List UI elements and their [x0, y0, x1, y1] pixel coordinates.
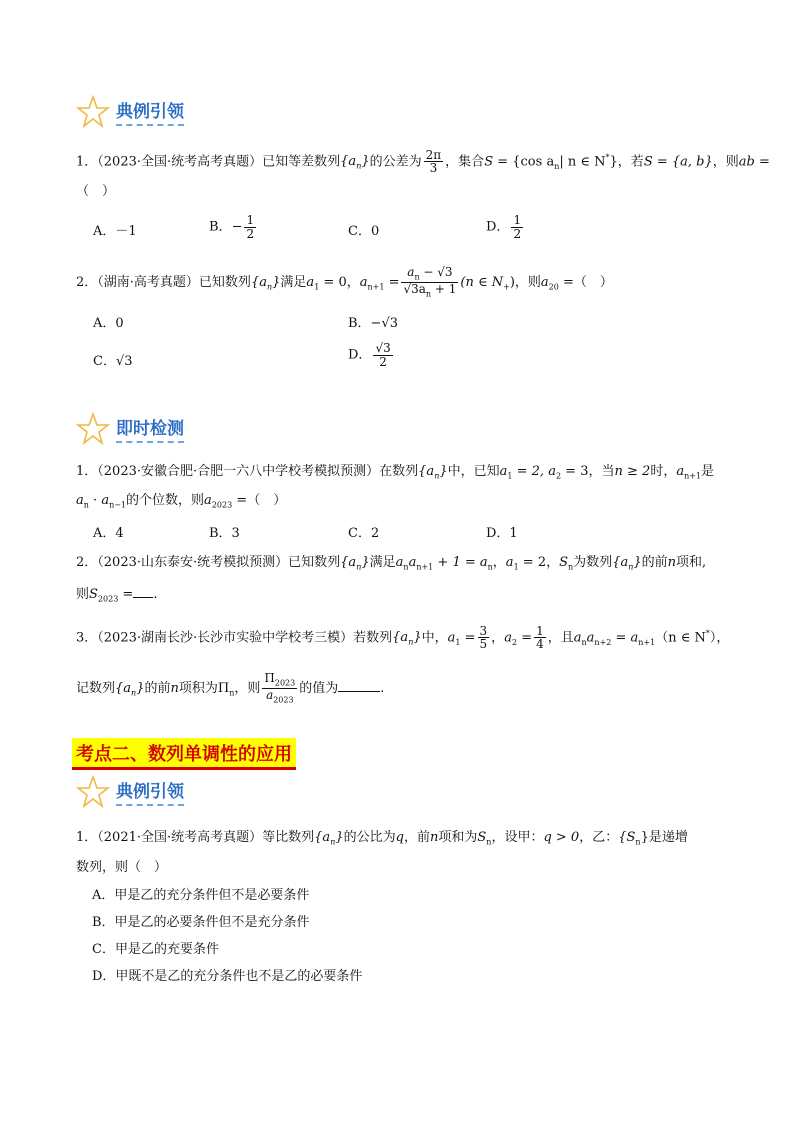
- section-title: 典例引领: [116, 777, 184, 806]
- answer-blank[interactable]: [133, 597, 153, 598]
- example-2-line-2: 数列，则（ ）: [76, 860, 168, 875]
- q1-option-b[interactable]: B．− $\frac{1}{2}$: [209, 213, 255, 241]
- p1-option-d[interactable]: D．1: [486, 526, 518, 541]
- e2-option-a[interactable]: A．甲是乙的充分条件但不是必要条件: [92, 888, 310, 903]
- practice-2-line-2: 则$S_{2023}$ = .: [76, 587, 158, 604]
- section-title: 典例引领: [116, 97, 184, 126]
- q1-option-c[interactable]: C．0: [348, 224, 380, 239]
- answer-blank[interactable]: [338, 691, 380, 692]
- practice-1-line-2: $a_n \cdot a_{n-1}$的个位数，则$a_{2023}$ =（ ）: [76, 493, 287, 510]
- e2-option-c[interactable]: C．甲是乙的充要条件: [92, 942, 219, 957]
- e2-option-d[interactable]: D．甲既不是乙的充分条件也不是乙的必要条件: [92, 969, 363, 984]
- question-1-line-1: 1．（2023·全国·统考高考真题）已知等差数列$\{a_n\}$的公差为 $\frac{2\pi}{3}$ ，集合S = {cos $a_n|$ n ∈ N*}，若S = {a, b}，则ab =: [76, 147, 770, 176]
- star-icon: [76, 775, 110, 809]
- star-icon: [76, 412, 110, 446]
- practice-3-line-2: 记数列$\{a_n\}$的前n项积为$\Pi_n$，则 $\frac{\Pi_{2023}}{a_{2023}}$ 的值为 .: [76, 671, 385, 705]
- fraction: $\frac{2\pi}{3}$: [425, 147, 442, 176]
- q1-option-d[interactable]: D． $\frac{1}{2}$: [486, 213, 522, 241]
- question-1-line-2: （ ）: [76, 184, 116, 199]
- p1-option-a[interactable]: A．4: [93, 526, 124, 541]
- e2-option-b[interactable]: B．甲是乙的必要条件但不是充分条件: [92, 915, 310, 930]
- question-2-line-1: 2．（湖南·高考真题）已知数列$\{a_n\}$满足$a_1 = 0$，$a_{n+1}$ = $\frac{a_n - √3}{√3a_n + 1}$ (n ∈ $N_+$)，则$a_{20}$ =（ ）: [76, 265, 613, 299]
- q2-option-b[interactable]: B．−√3: [348, 316, 399, 331]
- p1-option-b[interactable]: B．3: [209, 526, 240, 541]
- star-icon: [76, 95, 110, 129]
- q2-option-d[interactable]: D． $\frac{√3}{2}$: [348, 341, 391, 369]
- example-2-line-1: 1．（2021·全国·统考高考真题）等比数列$\{a_n\}$的公比为q，前n项和为$S_n$，设甲：q > 0，乙：$\{S_n\}$是递增: [76, 830, 688, 847]
- topic-heading: 考点二、数列单调性的应用: [72, 738, 296, 770]
- q2-option-a[interactable]: A．0: [93, 316, 124, 331]
- q2-option-c[interactable]: C．√3: [93, 354, 133, 369]
- section-title: 即时检测: [116, 414, 184, 443]
- p1-option-c[interactable]: C．2: [348, 526, 380, 541]
- q1-option-a[interactable]: A．－1: [93, 224, 137, 239]
- practice-3-line-1: 3．（2023·湖南长沙·长沙市实验中学校考三模）若数列$\{a_n\}$中，$a_1$ = $\frac{3}{5}$ ，$a_2$ = $\frac{1}{4}$ ，且$a_na_{n+2} = a_{n+1}(n$ ∈ N*），: [76, 623, 730, 652]
- practice-2-line-1: 2．（2023·山东泰安·统考模拟预测）已知数列$\{a_n\}$满足$a_na_{n+1} + 1 = a_n$，$a_1 = 2$，$S_n$为数列$\{a_n\}$的前n项和,: [76, 555, 707, 572]
- practice-1-line-1: 1．（2023·安徽合肥·合肥一六八中学校考模拟预测）在数列$\{a_n\}$中，已知$a_1 = 2$, $a_2 = 3$，当n ≥ 2时，$a_{n+1}$是: [76, 464, 715, 481]
